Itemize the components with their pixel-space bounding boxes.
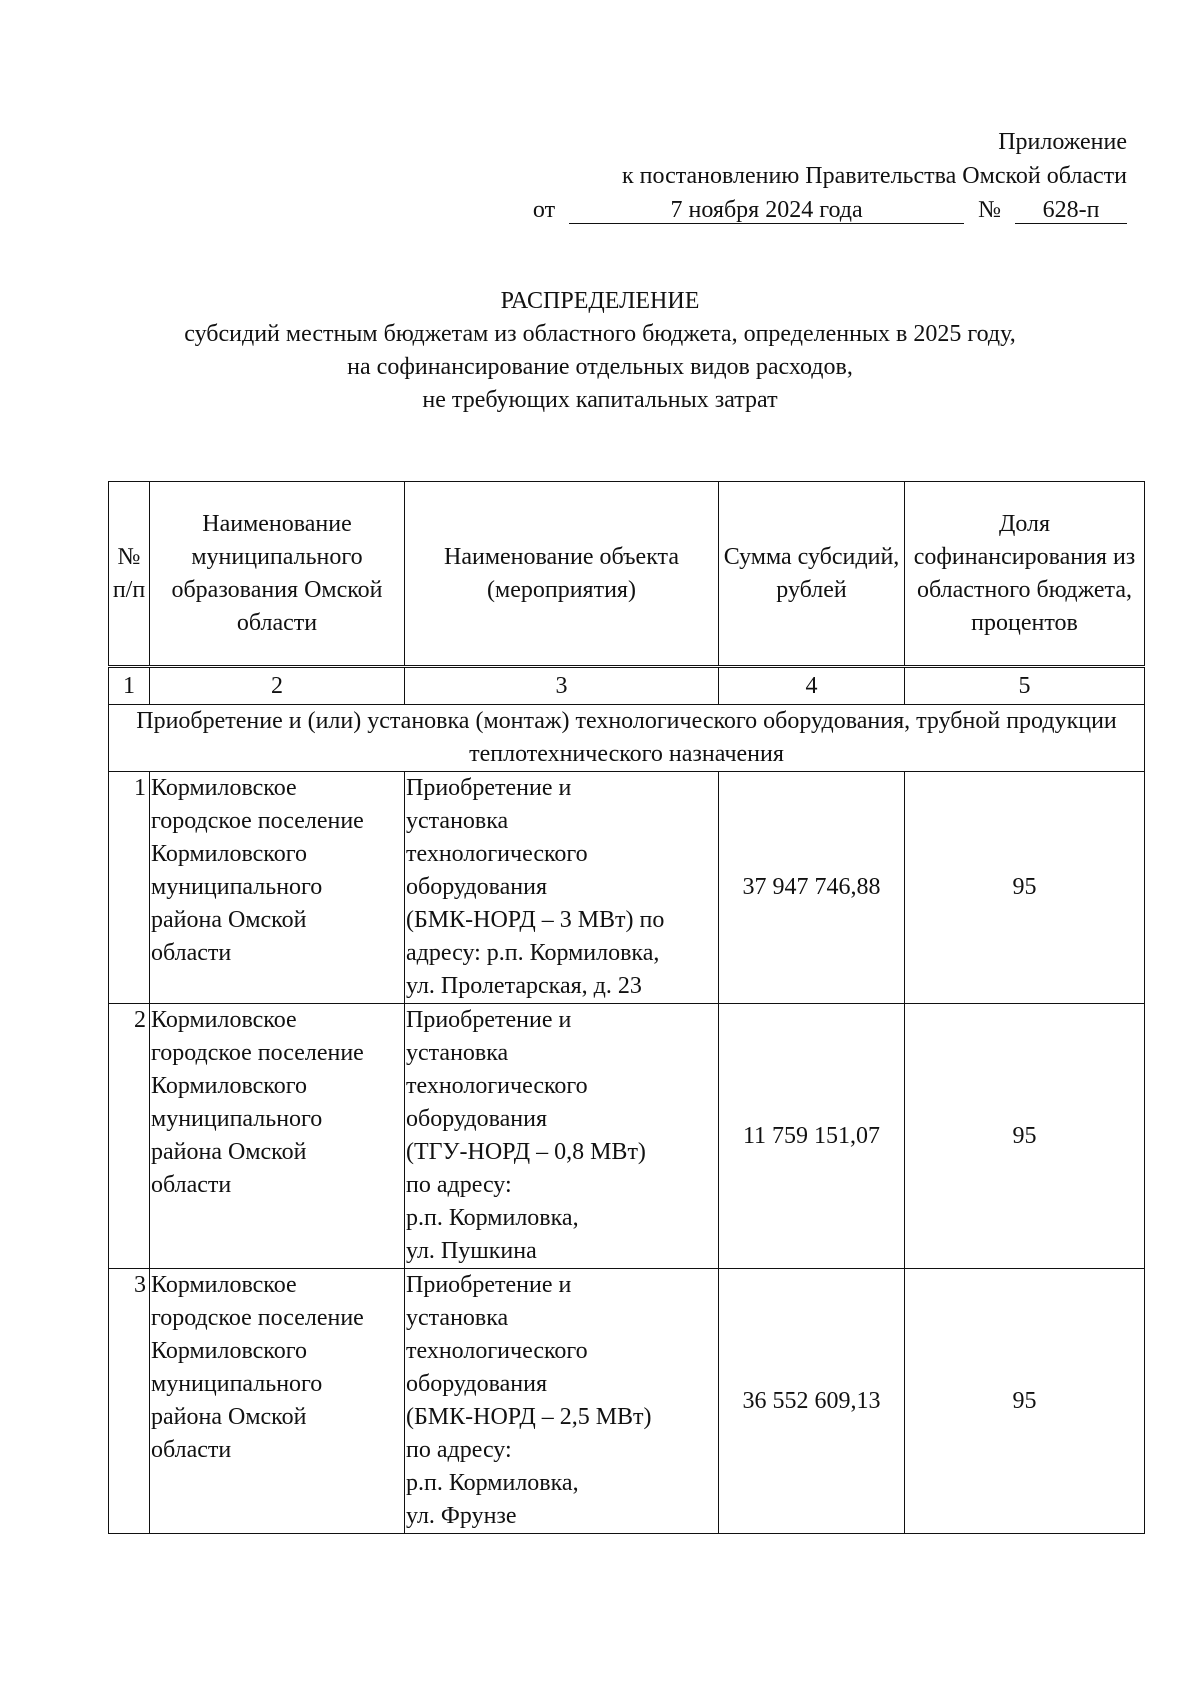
row-number: 2 xyxy=(109,1004,150,1269)
object-name: Приобретение и установка технологического оборудования (ТГУ-НОРД – 0,8 МВт) по адресу: р.п. Кормиловка, ул. Пушкина xyxy=(405,1004,719,1269)
subtitle-line-3: не требующих капитальных затрат xyxy=(422,387,778,413)
document-title: РАСПРЕДЕЛЕНИЕ xyxy=(500,288,700,314)
table-row xyxy=(109,1004,1145,1269)
object-name: Приобретение и установка технологического оборудования (БМК-НОРД – 3 МВт) по адресу: р.п. Кормиловка, ул. Пролетарская, д. 23 xyxy=(405,772,719,1004)
section-row xyxy=(109,705,1145,772)
header-municipality: Наименование муниципального образования Омской области xyxy=(150,482,405,667)
header-sum: Сумма субсидий, рублей xyxy=(719,482,905,667)
column-number: 4 xyxy=(719,667,905,705)
cofinancing-share: 95 xyxy=(905,1269,1145,1534)
row-number: 3 xyxy=(109,1269,150,1534)
column-number: 1 xyxy=(109,667,150,705)
municipality-name: Кормиловское городское поселение Кормиловского муниципального района Омской области xyxy=(150,772,405,1004)
header-number: № п/п xyxy=(109,482,150,667)
subsidy-sum: 36 552 609,13 xyxy=(719,1269,905,1534)
subtitle-line-2: на софинансирование отдельных видов расходов, xyxy=(347,354,853,380)
municipality-name: Кормиловское городское поселение Кормиловского муниципального района Омской области xyxy=(150,1269,405,1534)
from-label: от xyxy=(532,197,556,223)
document-header xyxy=(533,125,1127,227)
column-number-row xyxy=(109,667,1145,705)
subtitle-line-1: субсидий местным бюджетам из областного бюджета, определенных в 2025 году, xyxy=(184,321,1016,347)
subsidy-distribution-table xyxy=(108,481,1145,1534)
cofinancing-share: 95 xyxy=(905,1004,1145,1269)
subsidy-sum: 11 759 151,07 xyxy=(719,1004,905,1269)
document-title-block xyxy=(0,285,1200,417)
table-row xyxy=(109,1269,1145,1534)
appendix-label: Приложение xyxy=(998,129,1127,155)
section-title: Приобретение и (или) установка (монтаж) технологического оборудования, трубной продукции теплотехнического назначения xyxy=(109,705,1145,772)
number-sign: № xyxy=(978,197,1001,223)
resolution-date-line xyxy=(533,193,1127,227)
column-number: 2 xyxy=(150,667,405,705)
table-row xyxy=(109,772,1145,1004)
municipality-name: Кормиловское городское поселение Кормиловского муниципального района Омской области xyxy=(150,1004,405,1269)
resolution-number: 628-п xyxy=(1015,198,1127,224)
cofinancing-share: 95 xyxy=(905,772,1145,1004)
resolution-date: 7 ноября 2024 года xyxy=(569,198,964,224)
header-share: Доля софинансирования из областного бюджета, процентов xyxy=(905,482,1145,667)
subsidy-sum: 37 947 746,88 xyxy=(719,772,905,1004)
column-number: 5 xyxy=(905,667,1145,705)
appendix-reference: к постановлению Правительства Омской области xyxy=(621,163,1127,189)
column-number: 3 xyxy=(405,667,719,705)
object-name: Приобретение и установка технологического оборудования (БМК-НОРД – 2,5 МВт) по адресу: р.п. Кормиловка, ул. Фрунзе xyxy=(405,1269,719,1534)
header-object: Наименование объекта (мероприятия) xyxy=(405,482,719,667)
row-number: 1 xyxy=(109,772,150,1004)
table-header-row xyxy=(109,482,1145,667)
